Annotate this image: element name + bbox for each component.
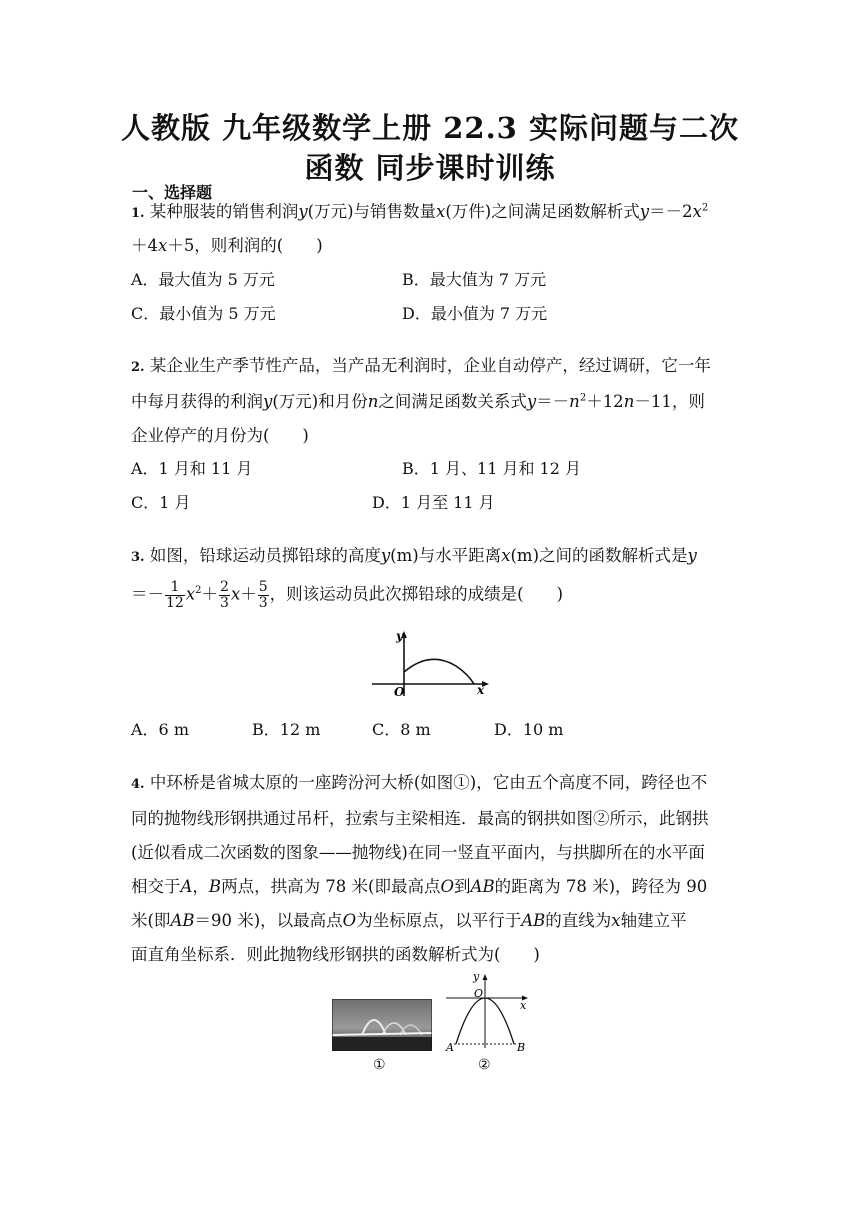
text: (m)与水平距离 bbox=[390, 546, 502, 565]
question-number: 2. bbox=[131, 360, 145, 375]
numerator: 1 bbox=[165, 580, 185, 596]
text: ， bbox=[192, 877, 209, 896]
text: ＋ bbox=[240, 584, 257, 604]
numerator: 5 bbox=[258, 579, 268, 595]
text: ＋12 bbox=[586, 392, 624, 411]
var: A bbox=[180, 877, 193, 896]
var: y bbox=[639, 202, 650, 221]
exponent: 2 bbox=[579, 392, 587, 404]
question-4-line-5 bbox=[131, 913, 687, 930]
text: 米(即 bbox=[131, 911, 171, 930]
question-2-line-3: 企业停产的月份为( ) bbox=[131, 426, 309, 445]
question-3-formula-line bbox=[131, 580, 563, 610]
question-number: 3. bbox=[131, 550, 145, 565]
text: 中环桥是省城太原的一座跨汾河大桥(如图①)，它由五个高度不同，跨径也不 bbox=[144, 773, 708, 792]
var: x bbox=[692, 202, 702, 221]
question-1-option-a[interactable]: A．最大值为 5 万元 bbox=[131, 270, 275, 289]
var: x bbox=[230, 584, 241, 604]
text: ＝－ bbox=[131, 584, 164, 604]
question-2-line-2 bbox=[131, 394, 705, 411]
text: 为坐标原点，以平行于 bbox=[356, 911, 522, 930]
text: (万件)之间满足函数解析式 bbox=[445, 202, 640, 221]
fraction bbox=[165, 580, 185, 610]
var: y bbox=[380, 546, 391, 565]
text: ＋4 bbox=[131, 236, 158, 255]
question-2-line-1 bbox=[131, 358, 711, 375]
var: n bbox=[623, 392, 635, 411]
text: 轴建立平 bbox=[620, 911, 687, 930]
text: 相交于 bbox=[131, 877, 181, 896]
text: (万元)和月份 bbox=[272, 392, 368, 411]
denominator: 12 bbox=[166, 594, 184, 611]
question-4-line-3: (近似看成二次函数的图象——抛物线)在同一竖直平面内，与拱脚所在的水平面 bbox=[131, 843, 705, 862]
question-4-line-2: 同的抛物线形钢拱通过吊杆，拉索与主梁相连．最高的钢拱如图②所示，此钢拱 bbox=[131, 809, 709, 828]
var: y bbox=[526, 392, 537, 411]
point-b-label: B bbox=[517, 1041, 526, 1054]
var: x bbox=[501, 546, 511, 565]
y-axis-arrow bbox=[483, 974, 488, 980]
text: 的距离为 78 米)，跨径为 90 bbox=[494, 877, 708, 896]
question-3-option-c[interactable]: C．8 m bbox=[372, 720, 431, 739]
question-2-option-b[interactable]: B．1 月、11 月和 12 月 bbox=[402, 459, 582, 478]
denominator: 3 bbox=[258, 594, 268, 611]
text: －11，则 bbox=[634, 392, 705, 411]
y-label: y bbox=[396, 629, 403, 643]
var: x bbox=[436, 202, 446, 221]
text: 某企业生产季节性产品，当产品无利润时，企业自动停产，经过调研，它一年 bbox=[144, 356, 711, 375]
text: (万元)与销售数量 bbox=[307, 202, 437, 221]
var: x bbox=[185, 584, 196, 604]
text: 某种服装的销售利润 bbox=[144, 202, 299, 221]
section-heading: 一、选择题 bbox=[132, 183, 213, 202]
numerator: 2 bbox=[220, 579, 229, 595]
question-1-line-2 bbox=[131, 238, 323, 255]
var: AB bbox=[470, 877, 495, 896]
question-number: 1. bbox=[131, 206, 145, 221]
fraction bbox=[258, 580, 269, 610]
question-1-option-d[interactable]: D．最小值为 7 万元 bbox=[402, 304, 548, 323]
var: y bbox=[263, 392, 273, 411]
text: 中每月获得的利润 bbox=[131, 392, 263, 411]
origin-label: O bbox=[474, 987, 484, 1000]
var: AB bbox=[170, 911, 195, 930]
question-3-line-1 bbox=[131, 548, 697, 565]
text: 如图，铅球运动员掷铅球的高度 bbox=[144, 546, 381, 565]
text: 的直线为 bbox=[545, 911, 612, 930]
question-3-option-b[interactable]: B．12 m bbox=[252, 720, 321, 739]
var: O bbox=[440, 877, 455, 896]
fraction bbox=[219, 580, 230, 610]
text: ＝－ bbox=[536, 392, 570, 411]
bridge-photo bbox=[332, 999, 432, 1051]
var: x bbox=[611, 911, 621, 930]
text: 到 bbox=[454, 877, 471, 896]
exponent: 2 bbox=[195, 585, 202, 597]
shot-put-figure bbox=[368, 628, 492, 700]
text: (m)之间的函数解析式是 bbox=[510, 546, 688, 565]
var: x bbox=[158, 236, 168, 255]
text: 两点，拱高为 78 米(即最高点 bbox=[221, 877, 441, 896]
var: AB bbox=[521, 911, 546, 930]
question-2-option-d[interactable]: D．1 月至 11 月 bbox=[372, 493, 495, 512]
arch-coordinate-figure bbox=[440, 968, 536, 1056]
water bbox=[332, 1037, 432, 1051]
y-label: y bbox=[473, 970, 480, 983]
question-4-line-4 bbox=[131, 879, 707, 896]
point-a-label: A bbox=[446, 1041, 454, 1054]
page-title-line2: 函数 同步课时训练 bbox=[304, 151, 556, 185]
text: ＝90 米)，以最高点 bbox=[194, 911, 343, 930]
x-label: x bbox=[520, 999, 527, 1012]
question-4-line-1 bbox=[131, 775, 707, 792]
var: y bbox=[687, 546, 697, 565]
figure-2-caption: ② bbox=[478, 1057, 491, 1073]
question-1-line-1 bbox=[131, 204, 708, 221]
var: B bbox=[208, 877, 222, 896]
question-4-line-6: 面直角坐标系．则此抛物线形钢拱的函数解析式为( ) bbox=[131, 945, 540, 964]
trajectory-curve bbox=[404, 659, 474, 684]
question-1-option-b[interactable]: B．最大值为 7 万元 bbox=[402, 270, 547, 289]
question-3-option-a[interactable]: A．6 m bbox=[131, 720, 189, 739]
var: y bbox=[298, 202, 308, 221]
var: n bbox=[367, 392, 379, 411]
text: 之间满足函数关系式 bbox=[378, 392, 527, 411]
question-2-option-c[interactable]: C．1 月 bbox=[131, 493, 191, 512]
text: ＋ bbox=[201, 584, 219, 604]
figure-1-caption: ① bbox=[373, 1057, 386, 1073]
question-2-option-a[interactable]: A．1 月和 11 月 bbox=[131, 459, 253, 478]
text: ＋5，则利润的( ) bbox=[167, 236, 323, 255]
question-3-option-d[interactable]: D．10 m bbox=[494, 720, 564, 739]
question-1-option-c[interactable]: C．最小值为 5 万元 bbox=[131, 304, 276, 323]
text: ＝－2 bbox=[649, 202, 693, 221]
var: O bbox=[342, 911, 357, 930]
question-number: 4. bbox=[131, 777, 145, 792]
exponent: 2 bbox=[701, 202, 709, 214]
x-label: x bbox=[477, 683, 485, 697]
origin-label: O bbox=[394, 685, 405, 699]
var: n bbox=[569, 392, 580, 411]
page-title-line1: 人教版 九年级数学上册 22.3 实际问题与二次 bbox=[121, 111, 739, 145]
denominator: 3 bbox=[220, 594, 229, 611]
text: ，则该运动员此次掷铅球的成绩是( ) bbox=[269, 584, 564, 604]
